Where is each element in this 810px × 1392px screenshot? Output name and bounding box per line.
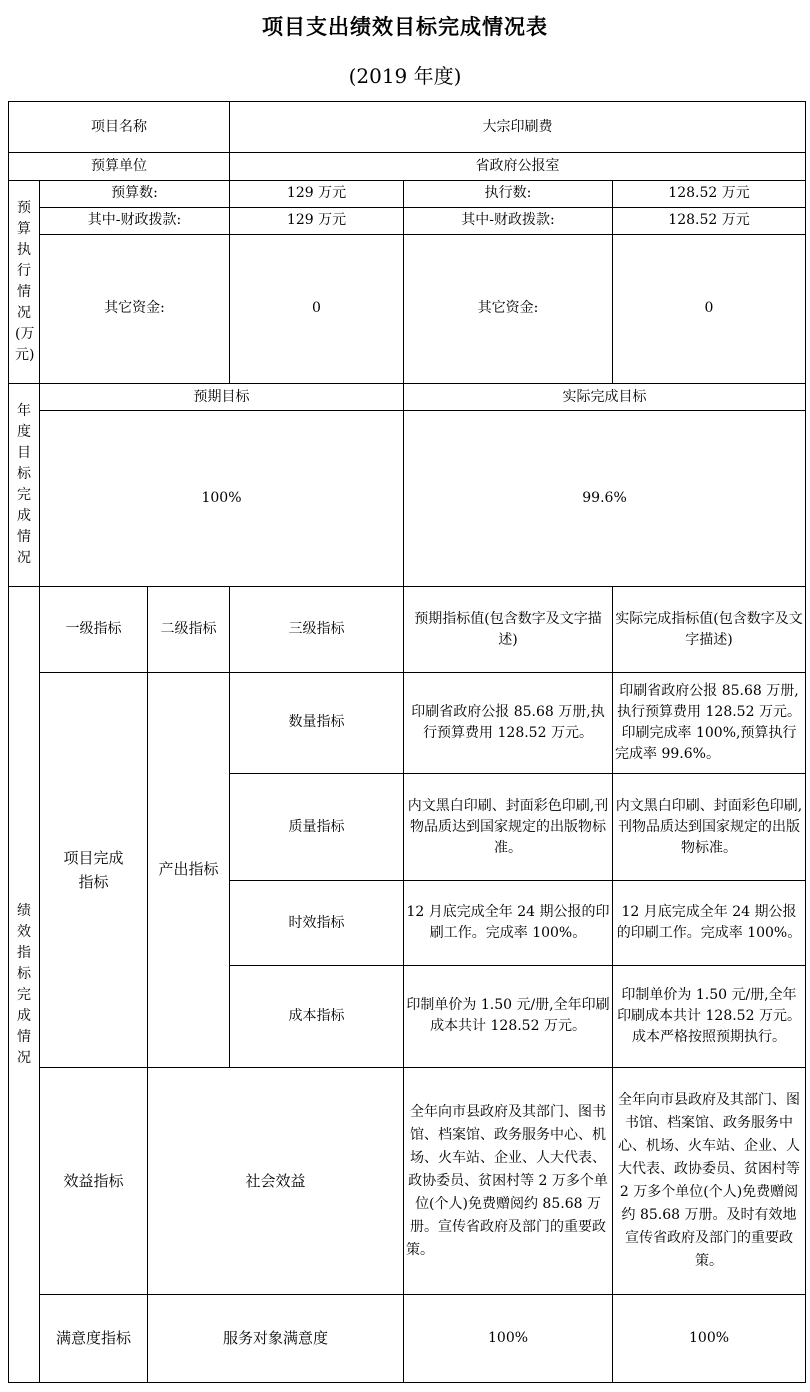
fiscal-budget-label: 其中-财政拨款:: [40, 207, 230, 234]
page-title: 项目支出绩效目标完成情况表: [262, 15, 548, 39]
project-name-label: 项目名称: [9, 102, 230, 153]
actual-value-header: 实际完成指标值(包含数字及文字描述): [613, 587, 806, 673]
expected-value-header: 预期指标值(包含数字及文字描述): [404, 587, 613, 673]
level3-cost: 成本指标: [230, 966, 404, 1068]
budget-total-row: [9, 180, 806, 207]
actual-target-value: 99.6%: [404, 411, 806, 587]
project-name-value: 大宗印刷费: [230, 102, 806, 153]
level3-quality: 质量指标: [230, 773, 404, 881]
fiscal-executed-label: 其中-财政拨款:: [404, 207, 613, 234]
actual-target-header: 实际完成目标: [404, 383, 806, 410]
benefit-indicator-label: 效益指标: [40, 1067, 148, 1295]
executed-amount-label: 执行数:: [404, 180, 613, 207]
level2-header: 二级指标: [148, 587, 230, 673]
performance-table: [8, 101, 806, 1383]
expected-cost: 印制单价为 1.50 元/册,全年印刷成本共计 128.52 万元。: [404, 966, 613, 1068]
annual-section-text: 年度目标完成情况: [17, 403, 31, 567]
indicator-row-satisfaction: [9, 1295, 806, 1383]
satisfaction-indicator-label: 满意度指标: [40, 1295, 148, 1383]
output-indicator-label: 产出指标: [148, 672, 230, 1067]
performance-section-text: 绩效指标完成情况: [17, 902, 31, 1066]
budget-unit-label: 预算单位: [9, 153, 230, 180]
indicator-row-quantity: [9, 672, 806, 773]
actual-benefit: 全年向市县政府及其部门、图书馆、档案馆、政务服务中心、机场、火车站、企业、人大代表、政协委员、贫困村等 2 万多个单位(个人)免费赠阅约 85.68 万册。及时有效地宣传省政府及部门的重要政策。: [613, 1067, 806, 1295]
expected-benefit: 全年向市县政府及其部门、图书馆、档案馆、政务服务中心、机场、火车站、企业、人大代表、政协委员、贫困村等 2 万多个单位(个人)免费赠阅约 85.68 万册。宣传省政府及部门的重要政策。: [404, 1067, 613, 1295]
performance-section-label: [9, 587, 40, 1383]
actual-cost: 印制单价为 1.50 元/册,全年印刷成本共计 128.52 万元。成本严格按照预期执行。: [613, 966, 806, 1068]
expected-quality: 内文黑白印刷、封面彩色印刷,刊物品质达到国家规定的出版物标准。: [404, 773, 613, 881]
expected-timeliness: 12 月底完成全年 24 期公报的印刷工作。完成率 100%。: [404, 881, 613, 966]
actual-quality: 内文黑白印刷、封面彩色印刷,刊物品质达到国家规定的出版物标准。: [613, 773, 806, 881]
budget-unit-value: 省政府公报室: [230, 153, 806, 180]
indicator-header-row: [9, 587, 806, 673]
other-funds-executed-label: 其它资金:: [404, 234, 613, 383]
expected-quantity: 印刷省政府公报 85.68 万册,执行预算费用 128.52 万元。: [404, 672, 613, 773]
budget-section-text: 预算执行情况(万元): [15, 199, 35, 363]
executed-amount-value: 128.52 万元: [613, 180, 806, 207]
page-subtitle: (2019 年度): [348, 64, 462, 88]
level3-header: 三级指标: [230, 587, 404, 673]
level1-header: 一级指标: [40, 587, 148, 673]
budget-amount-label: 预算数:: [40, 180, 230, 207]
other-funds-executed-value: 0: [613, 234, 806, 383]
completion-indicator-label: 项目完成指标: [40, 672, 148, 1067]
expected-target-header: 预期目标: [40, 383, 404, 410]
fiscal-allocation-row: [9, 207, 806, 234]
budget-amount-value: 129 万元: [230, 180, 404, 207]
actual-timeliness: 12 月底完成全年 24 期公报的印刷工作。完成率 100%。: [613, 881, 806, 966]
indicator-row-benefit: [9, 1067, 806, 1295]
level3-quantity: 数量指标: [230, 672, 404, 773]
budget-section-label: [9, 180, 40, 383]
level3-timeliness: 时效指标: [230, 881, 404, 966]
project-name-row: [9, 102, 806, 153]
fiscal-executed-value: 128.52 万元: [613, 207, 806, 234]
annual-target-header-row: [9, 383, 806, 410]
expected-target-value: 100%: [40, 411, 404, 587]
actual-satisfaction: 100%: [613, 1295, 806, 1383]
expected-satisfaction: 100%: [404, 1295, 613, 1383]
annual-section-label: [9, 383, 40, 586]
annual-target-value-row: [9, 411, 806, 587]
other-funds-budget-value: 0: [230, 234, 404, 383]
other-funds-row: [9, 234, 806, 383]
budget-unit-row: [9, 153, 806, 180]
service-satisfaction-label: 服务对象满意度: [148, 1295, 404, 1383]
actual-quantity: 印刷省政府公报 85.68 万册,执行预算费用 128.52 万元。印刷完成率 100%,预算执行完成率 99.6%。: [613, 672, 806, 773]
other-funds-budget-label: 其它资金:: [40, 234, 230, 383]
fiscal-budget-value: 129 万元: [230, 207, 404, 234]
social-benefit-label: 社会效益: [148, 1067, 404, 1295]
